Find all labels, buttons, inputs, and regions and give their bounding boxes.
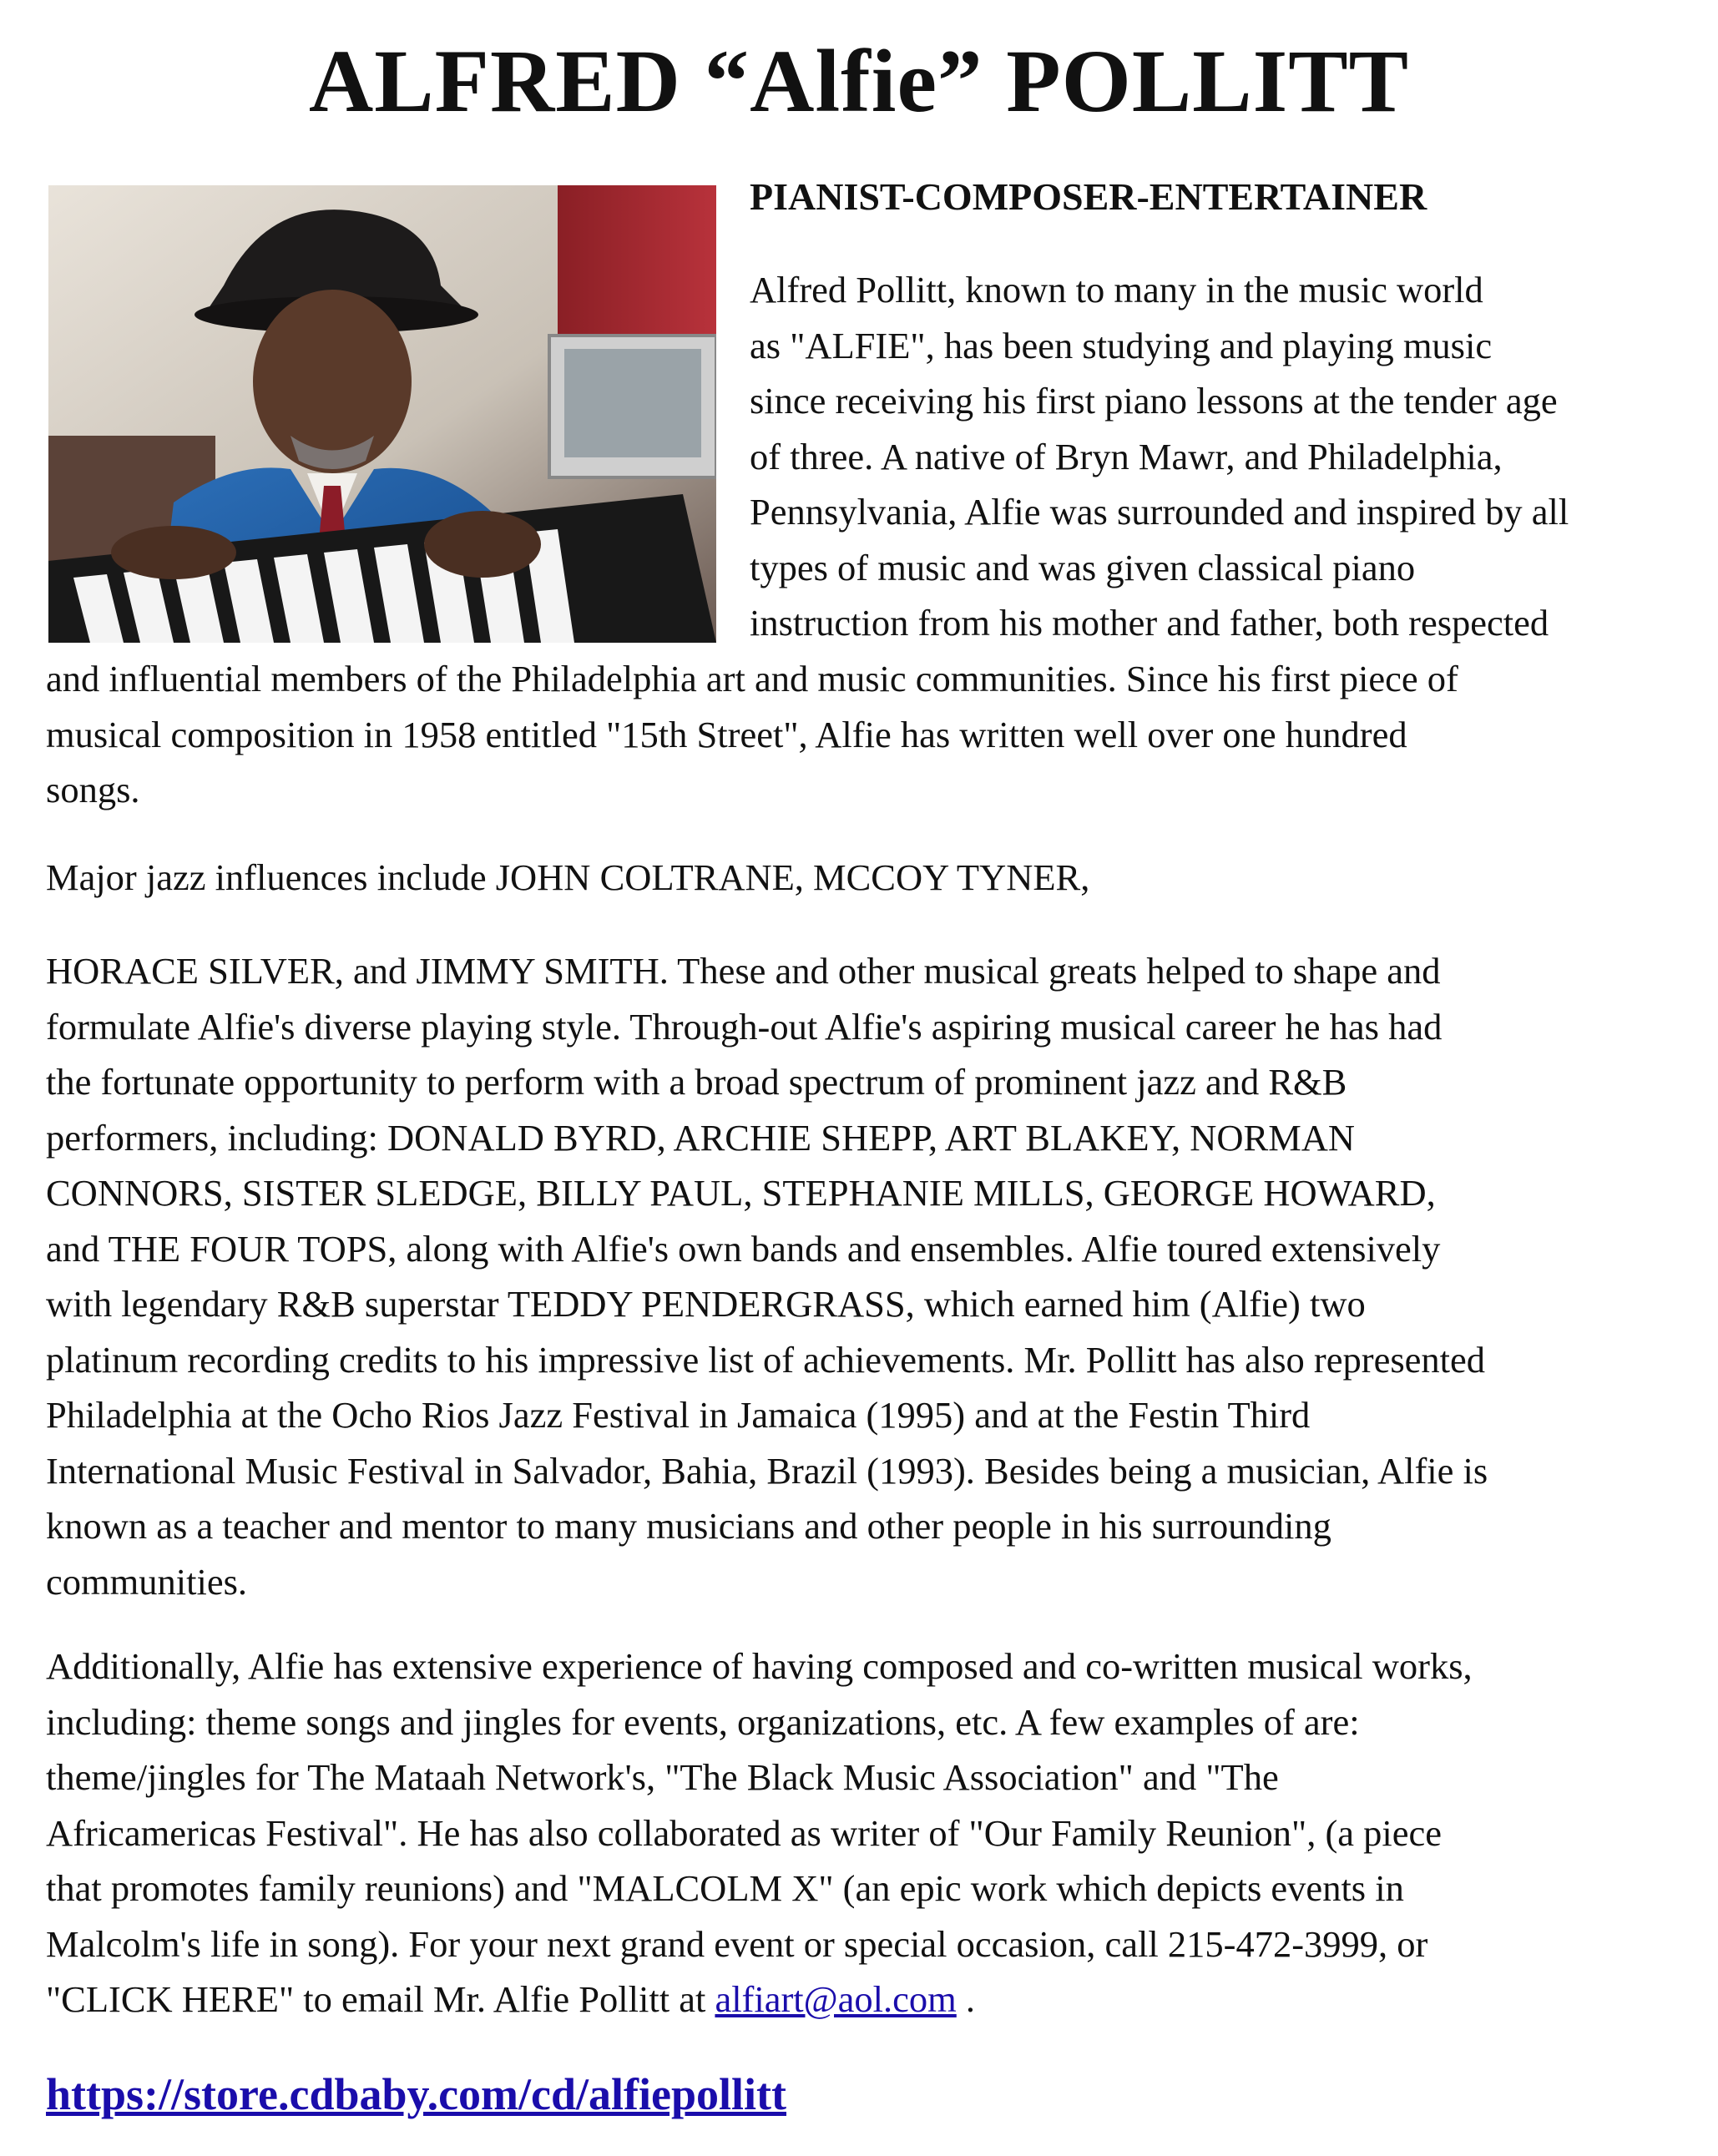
page-title: ALFRED “Alfie” POLLITT (309, 33, 1409, 131)
influences-paragraph (46, 850, 1682, 906)
intro-line: as "ALFIE", has been studying and playing music (750, 324, 1493, 366)
career-line: with legendary R&B superstar TEDDY PENDERGRASS, which earned him (Alfie) two (46, 1283, 1366, 1325)
subtitle: PIANIST-COMPOSER-ENTERTAINER (750, 175, 1427, 218)
email-link[interactable]: alfiart@aol.com (715, 1978, 957, 2020)
intro-line: of three. A native of Bryn Mawr, and Philadelphia, (750, 435, 1503, 477)
store-link[interactable]: https://store.cdbaby.com/cd/alfiepollitt (46, 2069, 786, 2119)
intro-line: types of music and was given classical piano (750, 546, 1416, 588)
intro-line: instruction from his mother and father, both respected (750, 602, 1549, 644)
contact-line (46, 1972, 1682, 2027)
career-line: performers, including: DONALD BYRD, ARCHIE SHEPP, ART BLAKEY, NORMAN (46, 1116, 1356, 1159)
intro-line: since receiving his first piano lessons at the tender age (750, 380, 1558, 422)
intro-continued-line: and influential members of the Philadelphia art and music communities. Since his first piece of (46, 658, 1458, 699)
career-line: communities. (46, 1560, 248, 1603)
intro-paragraph (750, 262, 1685, 651)
intro-continued-line: musical composition in 1958 entitled "15th Street", Alfie has written well over one hundred (46, 713, 1407, 755)
influences-line: Major jazz influences include JOHN COLTRANE, MCCOY TYNER, (46, 856, 1090, 898)
career-line: CONNORS, SISTER SLEDGE, BILLY PAUL, STEPHANIE MILLS, GEORGE HOWARD, (46, 1172, 1436, 1214)
contact-prefix: "CLICK HERE" to email Mr. Alfie Pollitt at (46, 1978, 715, 2020)
career-line: the fortunate opportunity to perform with a broad spectrum of prominent jazz and R&B (46, 1061, 1347, 1103)
career-line: and THE FOUR TOPS, along with Alfie's own bands and ensembles. Alfie toured extensively (46, 1227, 1441, 1270)
career-line: platinum recording credits to his impressive list of achievements. Mr. Pollitt has also represented (46, 1338, 1486, 1381)
intro-continued-paragraph (46, 651, 1682, 818)
additional-line: theme/jingles for The Mataah Network's, "The Black Music Association" and "The (46, 1756, 1279, 1798)
artist-photo-illustration (48, 185, 716, 643)
additional-line: Malcolm's life in song). For your next grand event or special occasion, call 215-472-3999, or (46, 1922, 1428, 1965)
additional-line: that promotes family reunions) and "MALCOLM X" (an epic work which depicts events in (46, 1867, 1404, 1909)
artist-photo (48, 185, 716, 643)
additional-paragraph (46, 1638, 1682, 2027)
intro-line: Alfred Pollitt, known to many in the music world (750, 269, 1483, 311)
career-line: HORACE SILVER, and JIMMY SMITH. These and other musical greats helped to shape and (46, 950, 1441, 992)
intro-line: Pennsylvania, Alfie was surrounded and inspired by all (750, 491, 1569, 533)
intro-continued-line: songs. (46, 769, 140, 810)
career-line: International Music Festival in Salvador, Bahia, Brazil (1993). Besides being a musician, Alfie is (46, 1449, 1488, 1492)
career-line: known as a teacher and mentor to many musicians and other people in his surrounding (46, 1505, 1331, 1547)
career-paragraph (46, 943, 1682, 1609)
career-line: Philadelphia at the Ocho Rios Jazz Festival in Jamaica (1995) and at the Festin Third (46, 1394, 1311, 1436)
career-line: formulate Alfie's diverse playing style. Through-out Alfie's aspiring musical career he has had (46, 1005, 1443, 1048)
additional-line: including: theme songs and jingles for events, organizations, etc. A few examples of are: (46, 1700, 1360, 1743)
additional-line: Additionally, Alfie has extensive experience of having composed and co-written musical works, (46, 1645, 1473, 1687)
contact-suffix: . (956, 1978, 976, 2020)
additional-line: Africamericas Festival". He has also collaborated as writer of "Our Family Reunion", (a piece (46, 1811, 1443, 1854)
